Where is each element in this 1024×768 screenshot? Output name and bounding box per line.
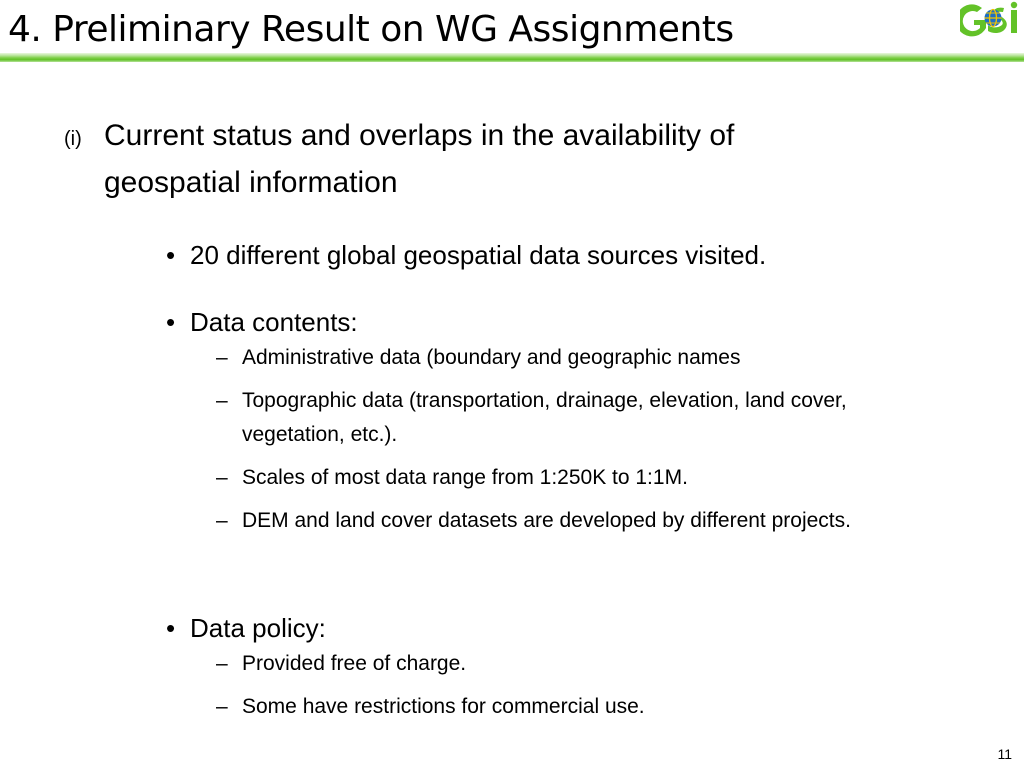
sub-item-marker: –: [216, 652, 228, 675]
section-heading-line-1: Current status and overlaps in the availability of: [104, 119, 735, 152]
sub-item-marker: –: [216, 509, 228, 532]
logo-letter-g: [960, 4, 986, 36]
sub-item-text: Some have restrictions for commercial use.: [242, 695, 645, 718]
sub-item-marker: –: [216, 346, 228, 369]
sub-item-free-of-charge: [216, 647, 976, 681]
sub-item-commercial-restrictions: [216, 690, 976, 724]
section-heading-line-2: geospatial information: [104, 166, 398, 199]
globe-icon: [985, 10, 1002, 27]
slide-title: 4. Preliminary Result on WG Assignments: [8, 9, 734, 50]
sub-item-dem-landcover: [216, 504, 976, 538]
sub-item-text: DEM and land cover datasets are developed by different projects.: [242, 509, 851, 532]
bullet-text: Data contents:: [190, 307, 358, 337]
sub-item-text: Scales of most data range from 1:250K to 1:1M.: [242, 466, 688, 489]
bullet-marker: •: [166, 613, 176, 643]
page-number: 11: [997, 746, 1012, 762]
title-underline: [0, 53, 1024, 62]
bullet-text: Data policy:: [190, 613, 326, 643]
sub-item-text: Topographic data (transportation, drainage, elevation, land cover, vegetation, etc.).: [242, 389, 847, 446]
sub-item-marker: –: [216, 466, 228, 489]
bullet-marker: •: [166, 240, 176, 270]
gsi-logo: [960, 0, 1022, 42]
logo-letter-i-dot: [1011, 2, 1017, 8]
bullet-data-sources: [166, 238, 766, 272]
sub-item-administrative: [216, 341, 976, 375]
bullet-marker: •: [166, 307, 176, 337]
bullet-data-policy: [166, 611, 326, 645]
sub-item-marker: –: [216, 389, 228, 412]
sub-item-topographic: [216, 384, 936, 452]
bullet-data-contents: [166, 305, 358, 339]
logo-letter-i: [1011, 10, 1017, 33]
sub-item-text: Administrative data (boundary and geographic names: [242, 346, 741, 369]
bullet-text: 20 different global geospatial data sources visited.: [190, 240, 767, 270]
sub-item-text: Provided free of charge.: [242, 652, 467, 675]
sub-item-scales: [216, 461, 976, 495]
sub-item-marker: –: [216, 695, 228, 718]
section-marker: (i): [64, 128, 82, 150]
section-heading: [64, 114, 964, 205]
